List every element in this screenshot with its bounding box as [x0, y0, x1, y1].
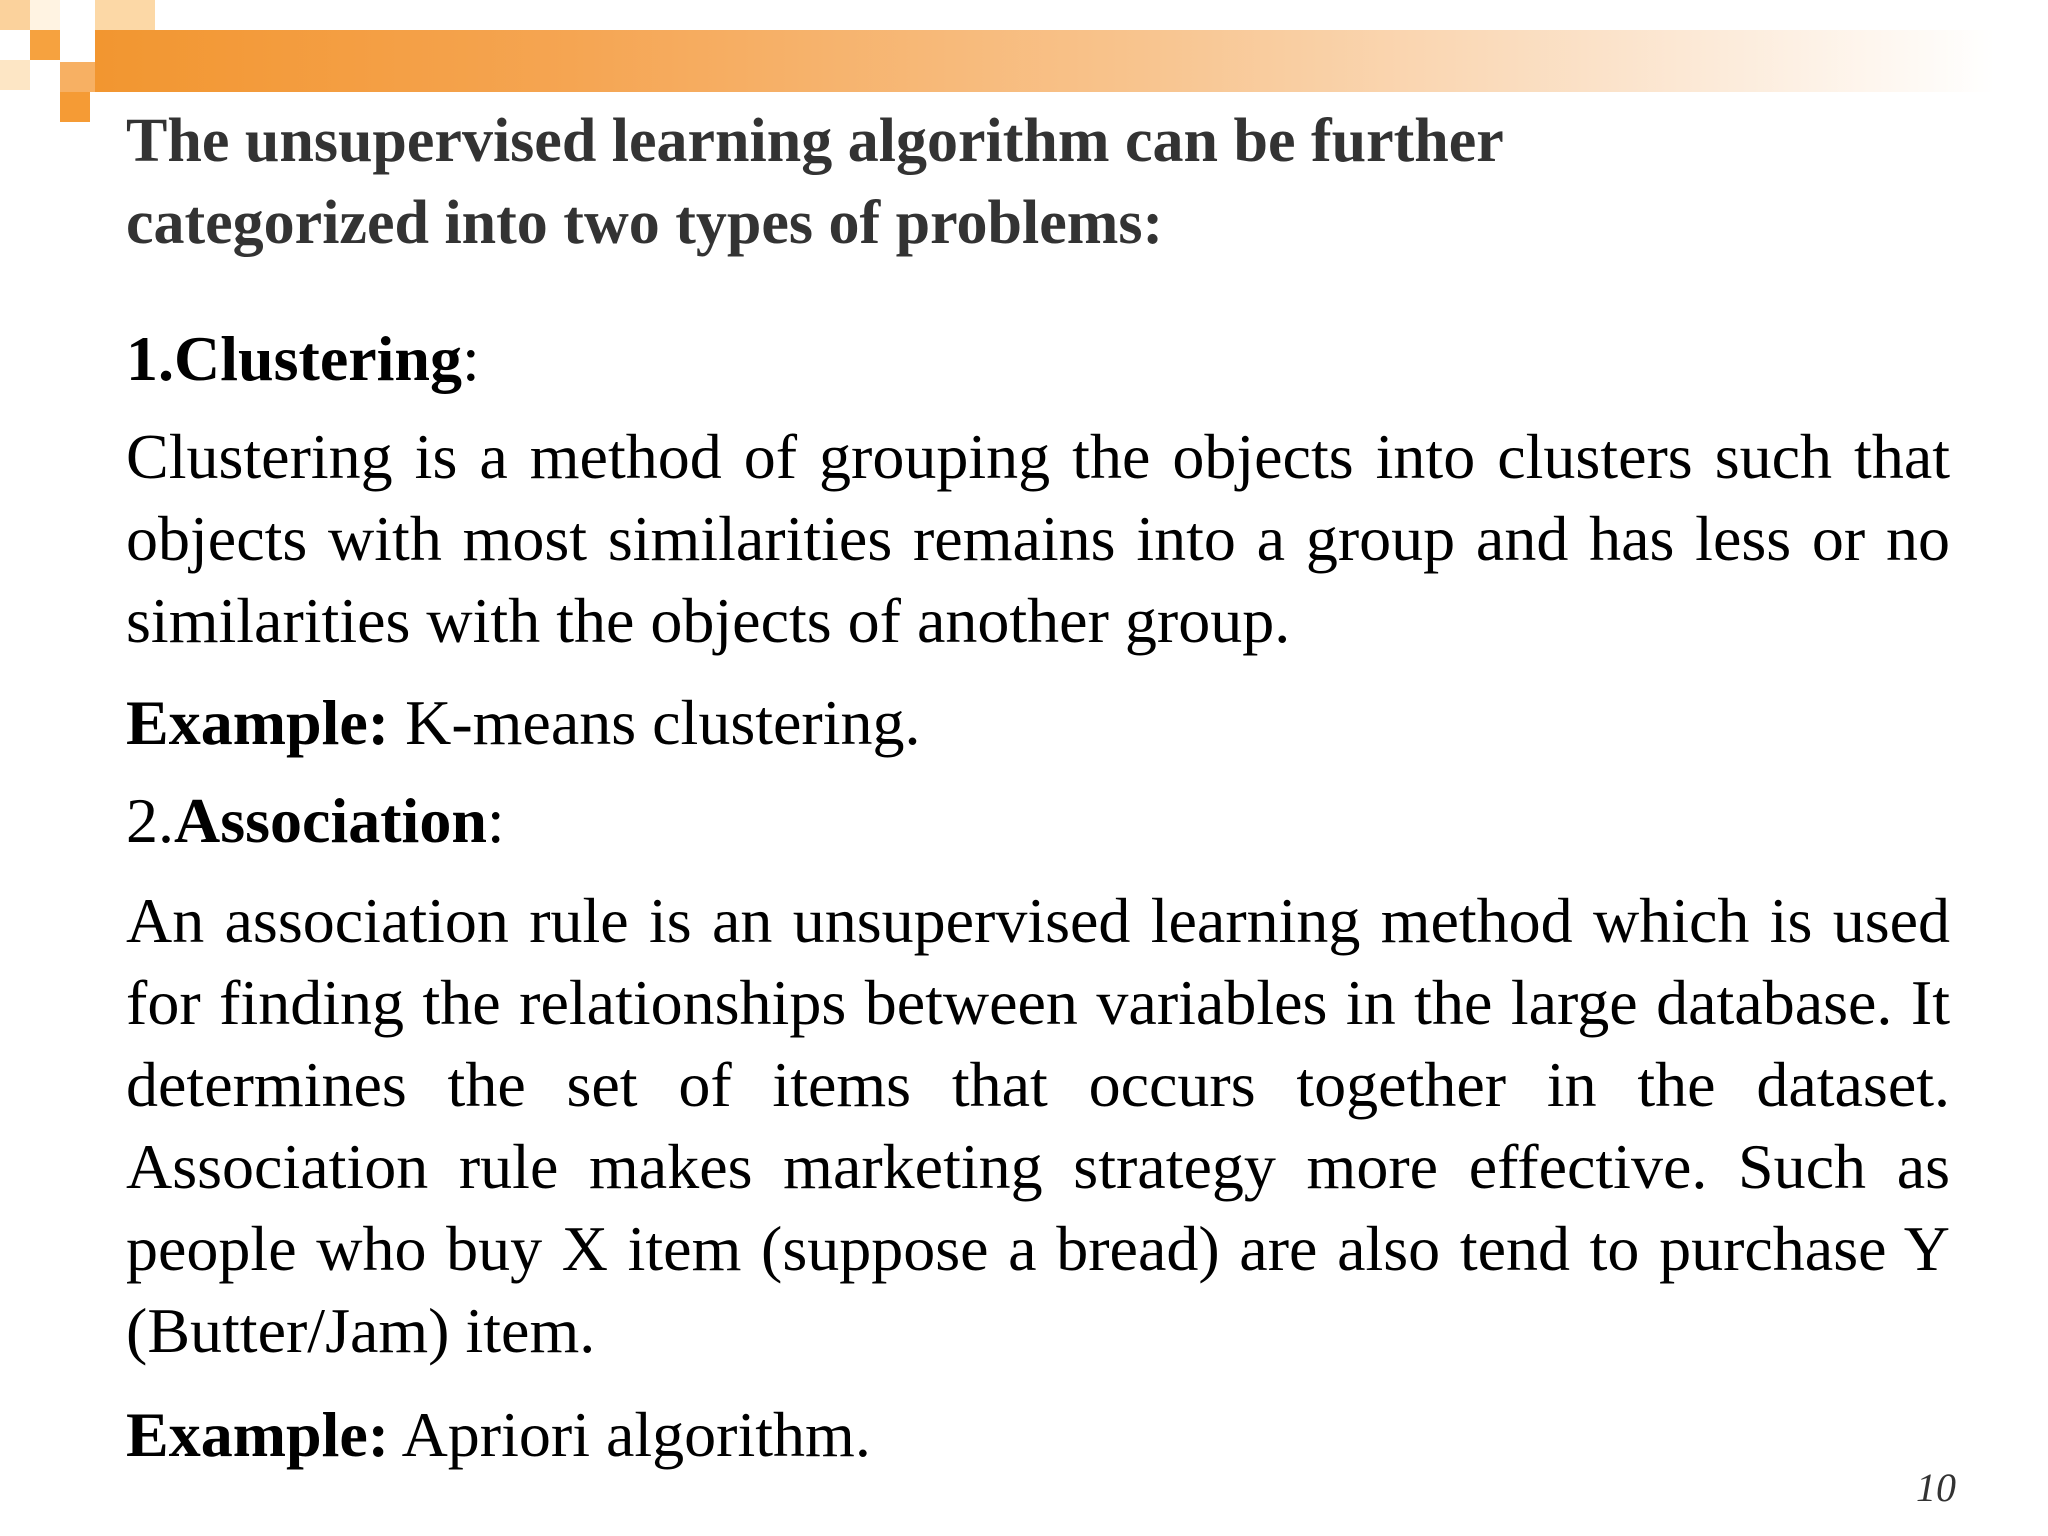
- example-text: K-means clustering.: [389, 687, 921, 758]
- decor-square: [0, 0, 30, 30]
- slide-heading: The unsupervised learning algorithm can be further categorized into two types of problems:: [126, 107, 1503, 257]
- example-text: Apriori algorithm.: [389, 1399, 871, 1470]
- section-2-title: Association: [174, 785, 487, 856]
- section-2-number: 2.: [126, 785, 174, 856]
- decor-square: [30, 30, 60, 60]
- section-2-body: An association rule is an unsupervised learning method which is used for finding the relationships between variables in the large database. It determines the set of items that occurs together in the dataset. Association rule makes marketing strategy more effective. Such as people who buy X item (suppose a bread) are also tend to purchase Y (Butter/Jam) item.: [126, 885, 1950, 1366]
- section-1-title: 1.Clustering: [126, 323, 462, 394]
- example-label: Example:: [126, 687, 390, 758]
- header-gradient-bar: [95, 30, 1995, 92]
- section-2-colon: :: [486, 785, 505, 856]
- section-1-title-line: [126, 318, 1950, 400]
- section-1-colon: :: [462, 323, 480, 394]
- page-number: 10: [1916, 1465, 1956, 1510]
- decor-square: [0, 60, 30, 90]
- decor-square: [30, 0, 60, 30]
- section-2-title-line: [126, 780, 1950, 862]
- section-1-body: Clustering is a method of grouping the objects into clusters such that objects with most similarities remains into a group and has less or no similarities with the objects of another group.: [126, 421, 1950, 656]
- decor-square: [95, 0, 155, 30]
- decor-square: [60, 62, 95, 92]
- decor-square: [60, 92, 90, 122]
- example-label: Example:: [126, 1399, 390, 1470]
- section-2-example: [126, 1394, 1950, 1476]
- section-1-example: [126, 682, 1950, 764]
